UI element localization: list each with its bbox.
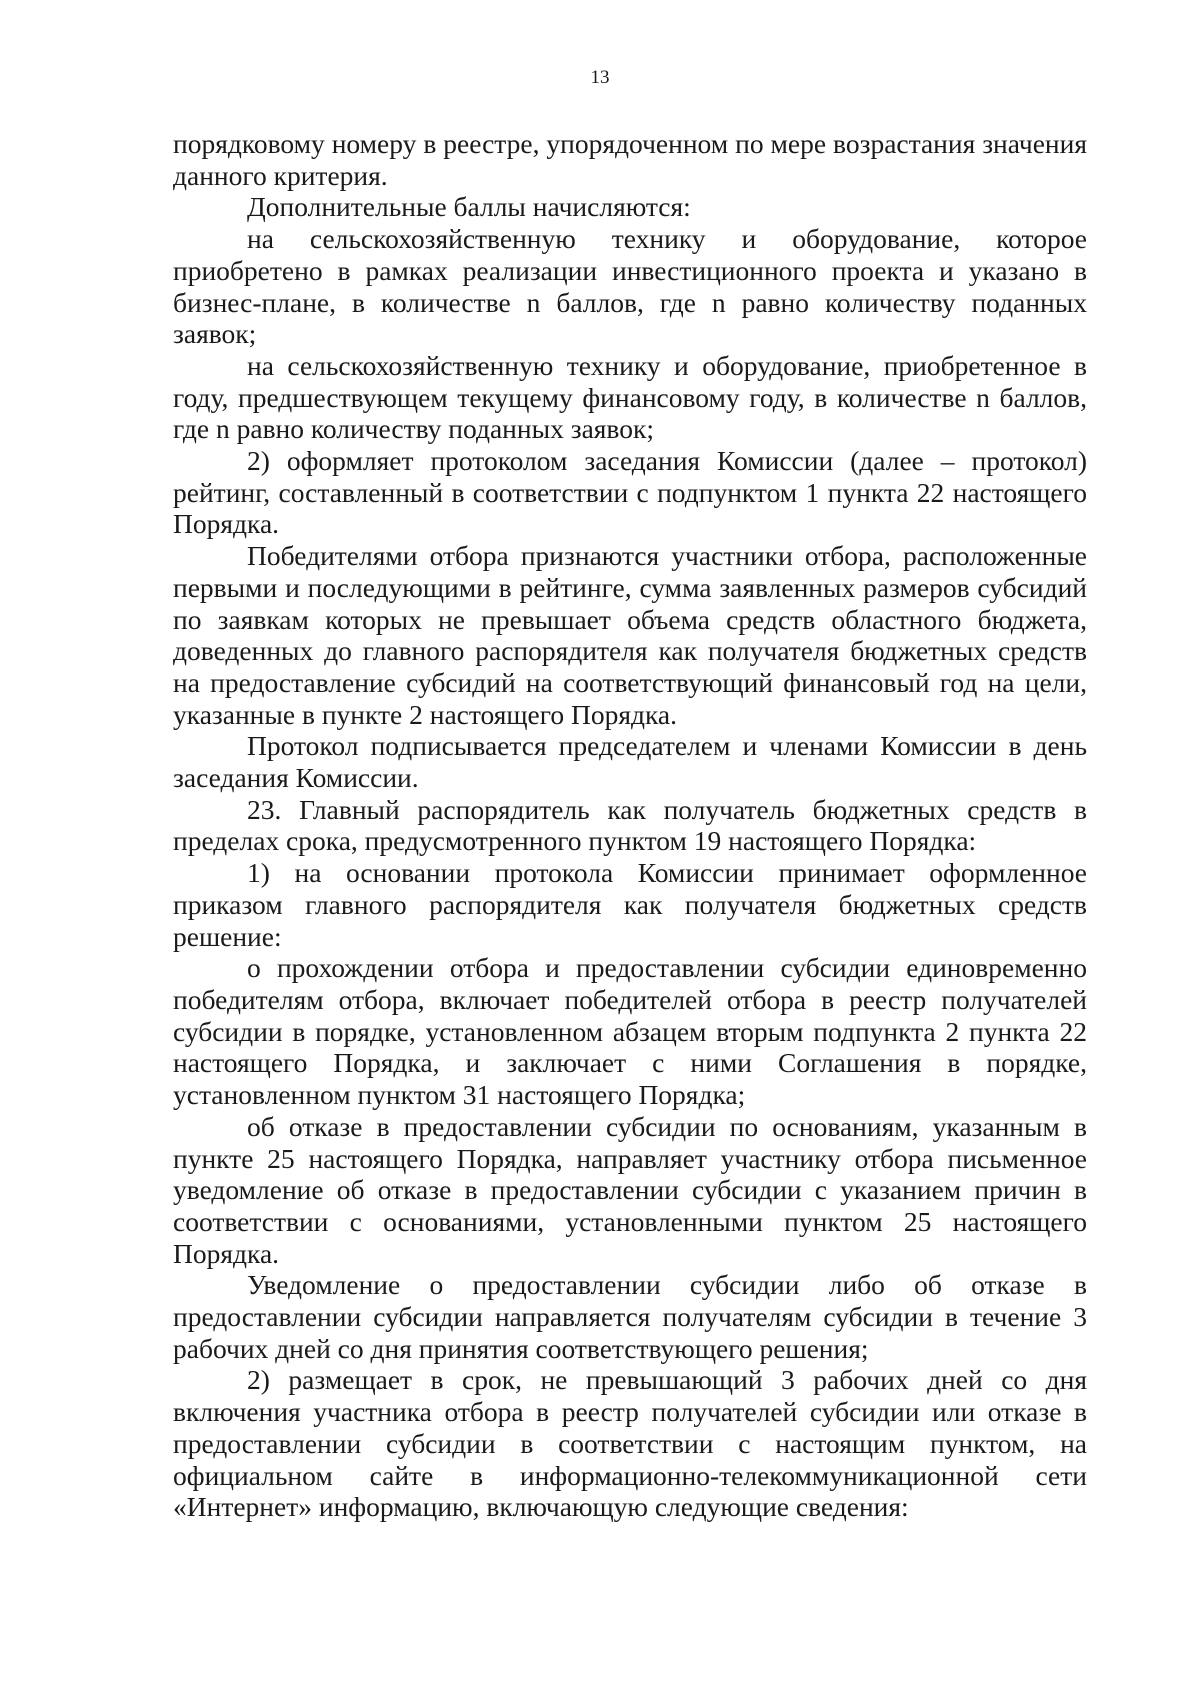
paragraph-12: Уведомление о предоставлении субсидии либо об отказе в предоставлении субсидии направляется получателям субсидии в течение 3 рабочих дней со дня принятия соответствующего решения; [173,1269,1087,1364]
page-number: 13 [590,67,610,88]
paragraph-3: на сельскохозяйственную технику и оборудование, которое приобретено в рамках реализации инвестиционного проекта и указано в бизнес-плане, в количестве n баллов, где n равно количеству поданных заявок; [173,223,1087,350]
paragraph-7: Протокол подписывается председателем и членами Комиссии в день заседания Комиссии. [173,730,1087,794]
paragraph-2: Дополнительные баллы начисляются: [247,191,691,223]
paragraph-10: о прохождении отбора и предоставлении субсидии единовременно победителям отбора, включает победителей отбора в реестр получателей субсидии в порядке, установленном абзацем вторым подпункта 2 пункта 22 настоящего Порядка, и заключает с ними Соглашения в порядке, установленном пунктом 31 настоящего Порядка; [173,952,1087,1111]
paragraph-5: 2) оформляет протоколом заседания Комиссии (далее – протокол) рейтинг, составленный в соответствии с подпунктом 1 пункта 22 настоящего Порядка. [173,445,1087,540]
paragraph-11: об отказе в предоставлении субсидии по основаниям, указанным в пункте 25 настоящего Порядка, направляет участнику отбора письменное уведомление об отказе в предоставлении субсидии с указанием причин в соответствии с основаниями, установленными пунктом 25 настоящего Порядка. [173,1110,1087,1269]
document-body [173,128,1087,1523]
paragraph-4: на сельскохозяйственную технику и оборудование, приобретенное в году, предшествующем текущему финансовому году, в количестве n баллов, где n равно количеству поданных заявок; [173,349,1087,445]
paragraph-9: 1) на основании протокола Комиссии принимает оформленное приказом главного распорядителя как получателя бюджетных средств решение: [173,857,1087,952]
paragraph-1: порядковому номеру в реестре, упорядоченном по мере возрастания значения данного критерия. [173,128,1087,191]
paragraph-6: Победителями отбора признаются участники отбора, расположенные первыми и последующими в рейтинге, сумма заявленных размеров субсидий по заявкам которых не превышает объема средств областного бюджета, доведенных до главного распорядителя как получателя бюджетных средств на предоставление субсидий на соответствующий финансовый год на цели, указанные в пункте 2 настоящего Порядка. [173,540,1087,730]
paragraph-8: 23. Главный распорядитель как получатель бюджетных средств в пределах срока, предусмотренного пунктом 19 настоящего Порядка: [173,793,1087,857]
paragraph-13: 2) размещает в срок, не превышающий 3 рабочих дней со дня включения участника отбора в реестр получателей субсидии или отказе в предоставлении субсидии в соответствии с настоящим пунктом, на официальном сайте в информационно-телекоммуникационной сети «Интернет» информацию, включающую следующие сведения: [173,1364,1087,1523]
